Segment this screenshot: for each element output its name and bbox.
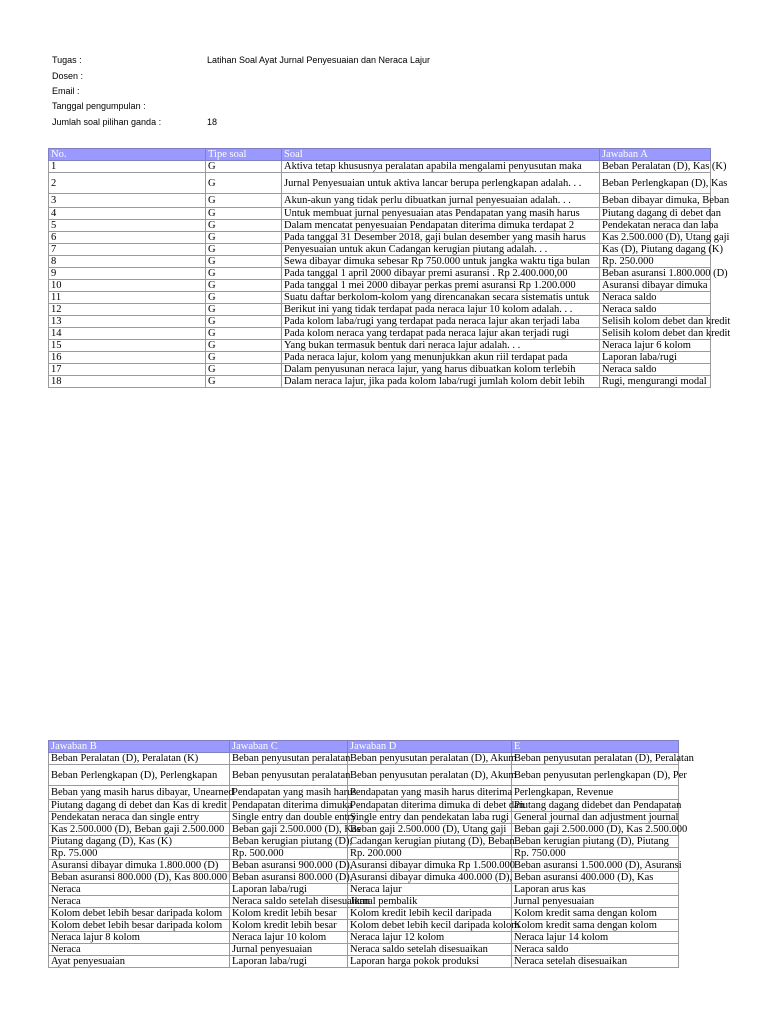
header-jawaban-d: Jawaban D [348,741,512,753]
cell-jawaban-e: Piutang dagang didebet dan Pendapatan [512,800,679,812]
cell-jawaban-a: Neraca lajur 6 kolom [600,340,711,352]
cell-jawaban-b: Kas 2.500.000 (D), Beban gaji 2.500.000 [49,824,230,836]
cell-jawaban-d: Kolom debet lebih kecil daripada kolom [348,920,512,932]
cell-soal: Penyesuaian untuk akun Cadangan kerugian piutang adalah. . . [282,244,600,256]
cell-jawaban-e: Beban asuransi 1.500.000 (D), Asuransi [512,860,679,872]
cell-no: 8 [49,256,206,268]
cell-jawaban-e: Beban kerugian piutang (D), Piutang [512,836,679,848]
cell-jawaban-c: Beban penyusutan peralatan [230,765,348,786]
cell-jawaban-b: Beban Perlengkapan (D), Perlengkapan [49,765,230,786]
cell-jawaban-b: Neraca [49,896,230,908]
cell-tipe-soal: G [206,328,282,340]
table-row [49,848,679,860]
questions-body [49,161,731,388]
cell-tipe-soal: G [206,316,282,328]
table-row [49,352,711,364]
cell-no: 10 [49,280,206,292]
table-row [49,908,679,920]
cell-jawaban-c: Kolom kredit lebih besar [230,908,348,920]
cell-jawaban-a: Piutang dagang di debet dan [600,208,711,220]
table-row [49,753,679,765]
cell-soal: Suatu daftar berkolom-kolom yang direncanakan secara sistematis untuk [282,292,600,304]
cell-tipe-soal: G [206,194,282,208]
table-row [49,208,711,220]
cell-jawaban-c: Laporan laba/rugi [230,956,348,968]
answers-table [48,740,694,968]
table-row [49,944,679,956]
table-row [49,786,679,800]
cell-jawaban-b: Asuransi dibayar dimuka 1.800.000 (D) [49,860,230,872]
table-row [49,956,679,968]
cell-jawaban-a: Kas (D), Piutang dagang (K) [600,244,711,256]
cell-jawaban-a: Beban dibayar dimuka, Beban [600,194,711,208]
cell-tipe-soal: G [206,232,282,244]
cell-jawaban-a: Neraca saldo [600,292,711,304]
cell-no: 6 [49,232,206,244]
cell-jawaban-c: Single entry dan double entry [230,812,348,824]
cell-tipe-soal: G [206,161,282,173]
cell-jawaban-c: Neraca saldo setelah disesuaikan [230,896,348,908]
questions-table [48,148,731,388]
tugas-value: Latihan Soal Ayat Jurnal Penyesuaian dan Neraca Lajur [207,55,430,65]
cell-jawaban-e: Perlengkapan, Revenue [512,786,679,800]
table-row [49,232,711,244]
cell-no: 3 [49,194,206,208]
cell-soal: Aktiva tetap khususnya peralatan apabila mengalami penyusutan maka [282,161,600,173]
cell-soal: Dalam penyusunan neraca lajur, yang harus dibuatkan kolom terlebih [282,364,600,376]
cell-soal: Sewa dibayar dimuka sebesar Rp 750.000 untuk jangka waktu tiga bulan [282,256,600,268]
cell-jawaban-b: Kolom debet lebih besar daripada kolom [49,920,230,932]
table-row [49,256,711,268]
cell-no: 2 [49,173,206,194]
cell-no: 18 [49,376,206,388]
cell-jawaban-b: Neraca [49,884,230,896]
cell-jawaban-e: Beban asuransi 400.000 (D), Kas [512,872,679,884]
cell-jawaban-b: Beban asuransi 800.000 (D), Kas 800.000 [49,872,230,884]
cell-tipe-soal: G [206,208,282,220]
cell-jawaban-d: Rp. 200.000 [348,848,512,860]
cell-no: 4 [49,208,206,220]
cell-jawaban-b: Rp. 75.000 [49,848,230,860]
cell-tipe-soal: G [206,280,282,292]
cell-soal: Pada neraca lajur, kolom yang menunjukkan akun riil terdapat pada [282,352,600,364]
cell-jawaban-e: Rp. 750.000 [512,848,679,860]
table-row [49,316,711,328]
cell-no: 14 [49,328,206,340]
cell-jawaban-a: Beban asuransi 1.800.000 (D) [600,268,711,280]
cell-jawaban-e: Neraca setelah disesuaikan [512,956,679,968]
table-row [49,896,679,908]
cell-jawaban-a: Laporan laba/rugi [600,352,711,364]
table-row [49,800,679,812]
cell-tipe-soal: G [206,340,282,352]
table-row [49,194,711,208]
table-row [49,812,679,824]
cell-no: 7 [49,244,206,256]
cell-soal: Akun-akun yang tidak perlu dibuatkan jurnal penyesuaian adalah. . . [282,194,600,208]
cell-jawaban-d: Jurnal pembalik [348,896,512,908]
cell-jawaban-a: Beban Peralatan (D), Kas (K) [600,161,711,173]
cell-soal: Untuk membuat jurnal penyesuaian atas Pendapatan yang masih harus [282,208,600,220]
dosen-label: Dosen : [52,71,84,81]
cell-jawaban-a: Selisih kolom debet dan kredit [600,328,711,340]
cell-soal: Pada tanggal 1 april 2000 dibayar premi asuransi . Rp 2.400.000,00 [282,268,600,280]
table-row [49,304,711,316]
cell-jawaban-c: Beban asuransi 800.000 (D), [230,872,348,884]
cell-jawaban-b: Kolom debet lebih besar daripada kolom [49,908,230,920]
cell-jawaban-a: Rugi, mengurangi modal [600,376,711,388]
cell-jawaban-d: Asuransi dibayar dimuka 400.000 (D), [348,872,512,884]
cell-jawaban-d: Neraca lajur 12 kolom [348,932,512,944]
cell-jawaban-c: Pendapatan diterima dimuka [230,800,348,812]
table-row [49,292,711,304]
table-row [49,328,711,340]
cell-tipe-soal: G [206,268,282,280]
cell-soal: Berikut ini yang tidak terdapat pada neraca lajur 10 kolom adalah. . . [282,304,600,316]
table-row [49,872,679,884]
cell-jawaban-e: Kolom kredit sama dengan kolom [512,908,679,920]
cell-jawaban-d: Asuransi dibayar dimuka Rp 1.500.000 [348,860,512,872]
cell-jawaban-c: Beban asuransi 900.000 (D), [230,860,348,872]
cell-no: 11 [49,292,206,304]
cell-jawaban-a: Neraca saldo [600,364,711,376]
cell-jawaban-e: Beban penyusutan peralatan (D), Peralatan [512,753,679,765]
cell-jawaban-d: Beban gaji 2.500.000 (D), Utang gaji [348,824,512,836]
jumlah-soal-label: Jumlah soal pilihan ganda : [52,117,162,127]
cell-soal: Pada tanggal 31 Desember 2018, gaji bulan desember yang masih harus [282,232,600,244]
cell-jawaban-e: Kolom kredit sama dengan kolom [512,920,679,932]
cell-jawaban-c: Pendapatan yang masih harus [230,786,348,800]
cell-jawaban-e: Laporan arus kas [512,884,679,896]
cell-jawaban-e: Beban gaji 2.500.000 (D), Kas 2.500.000 [512,824,679,836]
cell-soal: Jurnal Penyesuaian untuk aktiva lancar berupa perlengkapan adalah. . . [282,173,600,194]
cell-jawaban-b: Piutang dagang (D), Kas (K) [49,836,230,848]
tanggal-label: Tanggal pengumpulan : [52,101,146,111]
cell-jawaban-d: Cadangan kerugian piutang (D), Beban [348,836,512,848]
cell-soal: Dalam neraca lajur, jika pada kolom laba/rugi jumlah kolom debit lebih [282,376,600,388]
jumlah-soal-value: 18 [207,117,218,127]
table-row [49,376,711,388]
cell-soal: Yang bukan termasuk bentuk dari neraca lajur adalah. . . [282,340,600,352]
header-jawaban-a: Jawaban A [600,149,711,161]
cell-no: 16 [49,352,206,364]
cell-tipe-soal: G [206,352,282,364]
cell-jawaban-e: Neraca saldo [512,944,679,956]
cell-jawaban-a: Neraca saldo [600,304,711,316]
table-row [49,280,711,292]
email-label: Email : [52,86,80,96]
cell-tipe-soal: G [206,244,282,256]
cell-tipe-soal: G [206,376,282,388]
table-row [49,920,679,932]
cell-jawaban-d: Neraca saldo setelah disesuaikan [348,944,512,956]
cell-jawaban-c: Jurnal penyesuaian [230,944,348,956]
table-row [49,268,711,280]
table-row [49,161,711,173]
cell-jawaban-b: Beban yang masih harus dibayar, Unearned [49,786,230,800]
cell-jawaban-d: Kolom kredit lebih kecil daripada [348,908,512,920]
cell-jawaban-a: Rp. 250.000 [600,256,711,268]
cell-jawaban-d: Laporan harga pokok produksi [348,956,512,968]
cell-jawaban-a: Kas 2.500.000 (D), Utang gaji [600,232,711,244]
cell-jawaban-b: Neraca lajur 8 kolom [49,932,230,944]
answers-body [49,753,694,968]
cell-tipe-soal: G [206,220,282,232]
cell-jawaban-d: Neraca lajur [348,884,512,896]
table-row [49,884,679,896]
cell-jawaban-d: Beban penyusutan peralatan (D), Akum [348,753,512,765]
cell-no: 12 [49,304,206,316]
cell-jawaban-b: Pendekatan neraca dan single entry [49,812,230,824]
cell-jawaban-a: Pendekatan neraca dan laba [600,220,711,232]
cell-jawaban-e: General journal dan adjustment journal [512,812,679,824]
cell-no: 1 [49,161,206,173]
cell-soal: Pada tanggal 1 mei 2000 dibayar perkas premi asuransi Rp 1.200.000 [282,280,600,292]
header-jawaban-b: Jawaban B [49,741,230,753]
cell-no: 5 [49,220,206,232]
cell-no: 17 [49,364,206,376]
table-row [49,244,711,256]
header-tipe-soal: Tipe soal [206,149,282,161]
cell-jawaban-c: Beban gaji 2.500.000 (D), Kas [230,824,348,836]
cell-jawaban-b: Beban Peralatan (D), Peralatan (K) [49,753,230,765]
cell-no: 13 [49,316,206,328]
cell-jawaban-a: Asuransi dibayar dimuka [600,280,711,292]
table-row [49,836,679,848]
cell-jawaban-b: Neraca [49,944,230,956]
cell-jawaban-e: Neraca lajur 14 kolom [512,932,679,944]
cell-jawaban-c: Neraca lajur 10 kolom [230,932,348,944]
answers-header-row [49,741,679,753]
cell-jawaban-d: Beban penyusutan peralatan (D), Akum [348,765,512,786]
cell-no: 15 [49,340,206,352]
cell-tipe-soal: G [206,256,282,268]
cell-jawaban-c: Laporan laba/rugi [230,884,348,896]
cell-tipe-soal: G [206,292,282,304]
table-row [49,824,679,836]
questions-header-row [49,149,711,161]
cell-jawaban-a: Selisih kolom debet dan kredit [600,316,711,328]
tugas-label: Tugas : [52,55,82,65]
header-no: No. [49,149,206,161]
cell-jawaban-a: Beban Perlengkapan (D), Kas [600,173,711,194]
header-jawaban-c: Jawaban C [230,741,348,753]
table-row [49,364,711,376]
cell-jawaban-c: Beban kerugian piutang (D), [230,836,348,848]
cell-jawaban-b: Ayat penyesuaian [49,956,230,968]
cell-soal: Dalam mencatat penyesuaian Pendapatan diterima dimuka terdapat 2 [282,220,600,232]
table-row [49,932,679,944]
cell-tipe-soal: G [206,173,282,194]
table-row [49,173,711,194]
table-row [49,765,679,786]
table-row [49,340,711,352]
cell-jawaban-e: Beban penyusutan perlengkapan (D), Per [512,765,679,786]
cell-no: 9 [49,268,206,280]
header-soal: Soal [282,149,600,161]
cell-soal: Pada kolom neraca yang terdapat pada neraca lajur akan terjadi rugi [282,328,600,340]
cell-jawaban-c: Beban penyusutan peralatan [230,753,348,765]
cell-jawaban-d: Pendapatan yang masih harus diterima [348,786,512,800]
cell-jawaban-d: Single entry dan pendekatan laba rugi [348,812,512,824]
cell-tipe-soal: G [206,364,282,376]
table-row [49,220,711,232]
cell-jawaban-b: Piutang dagang di debet dan Kas di kredit [49,800,230,812]
cell-soal: Pada kolom laba/rugi yang terdapat pada neraca lajur akan terjadi laba [282,316,600,328]
cell-jawaban-d: Pendapatan diterima dimuka di debet dan [348,800,512,812]
cell-jawaban-c: Rp. 500.000 [230,848,348,860]
cell-jawaban-c: Kolom kredit lebih besar [230,920,348,932]
header-jawaban-e: E [512,741,679,753]
cell-tipe-soal: G [206,304,282,316]
cell-jawaban-e: Jurnal penyesuaian [512,896,679,908]
table-row [49,860,679,872]
